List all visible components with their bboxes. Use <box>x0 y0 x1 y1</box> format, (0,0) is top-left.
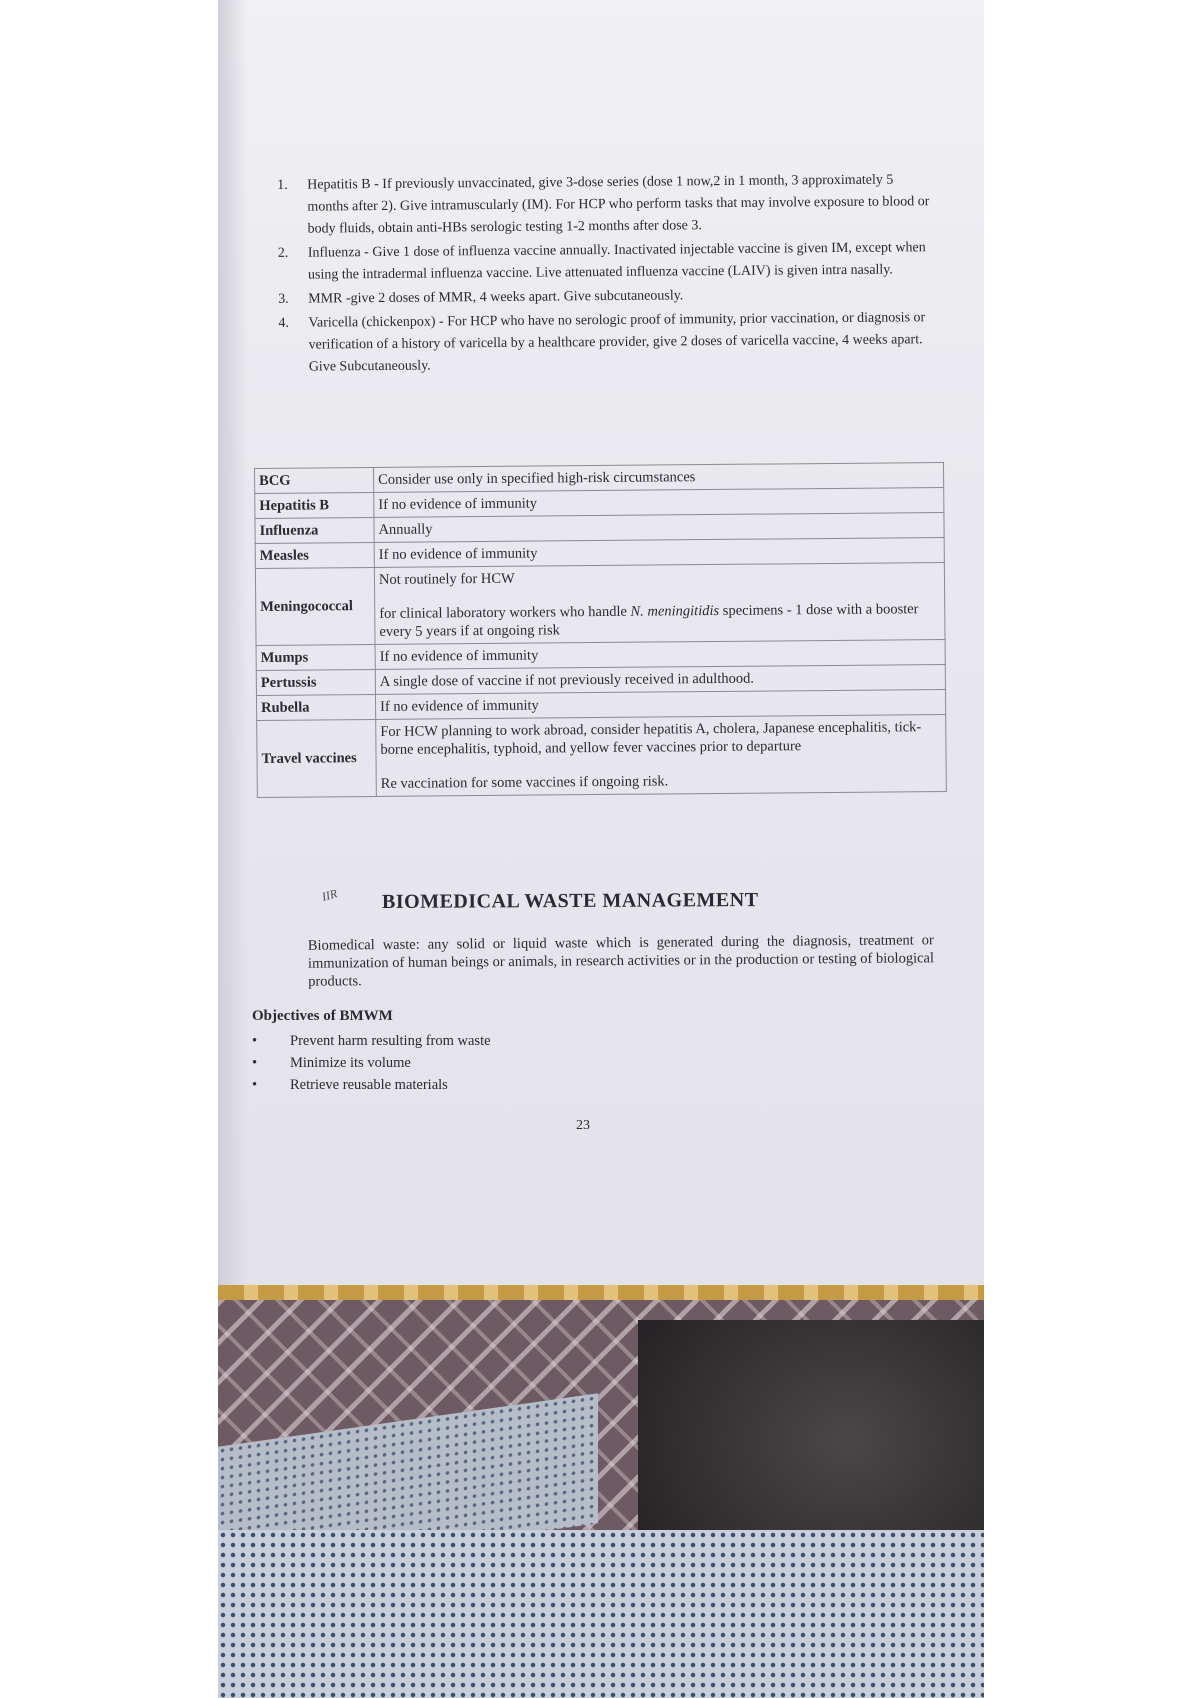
section-title: BIOMEDICAL WASTE MANAGEMENT <box>381 889 759 913</box>
recommendation-line: Not routinely for HCW <box>378 570 515 588</box>
list-item <box>278 283 938 311</box>
vaccine-recommendation <box>374 562 945 644</box>
bullet-icon: • <box>252 1033 258 1049</box>
vaccine-name: Hepatitis B <box>255 492 374 518</box>
recommendation-line: Re vaccination for some vaccines if ongoing risk. <box>380 773 669 792</box>
vaccine-name: BCG <box>255 467 374 493</box>
list-text: Influenza - Give 1 dose of influenza vaccine annually. Inactivated injectable vaccine is given IM, except when using the intradermal influenza vaccine. Live attenuated influenza vaccine (LAIV) is given intra nasally. <box>307 240 926 283</box>
organism-name: N. meningitidis <box>630 602 720 620</box>
recommendation-line: For HCW planning to work abroad, consider hepatitis A, cholera, Japanese encephalitis, tick-borne encephalitis, typhoid, and yellow fever vaccines prior to departure <box>380 719 922 758</box>
list-item <box>278 307 939 379</box>
vaccine-name: Measles <box>255 542 374 568</box>
list-text: Prevent harm resulting from waste <box>290 1033 491 1049</box>
checked-fabric <box>218 1530 984 1698</box>
vaccine-recommendation: If no evidence of immunity <box>375 639 945 669</box>
table-row <box>257 714 947 797</box>
vaccine-name: Meningococcal <box>255 567 375 645</box>
list-text: MMR -give 2 doses of MMR, 4 weeks apart. Give subcutaneously. <box>308 288 684 307</box>
list-text: Retrieve reusable materials <box>290 1077 448 1093</box>
list-number: 1. <box>277 177 288 193</box>
list-item <box>252 1052 491 1074</box>
section-paragraph: Biomedical waste: any solid or liquid waste which is generated during the diagnosis, treatment or immunization of human beings or animals, in research activities or in the production or testing of biological products. <box>307 932 935 990</box>
handwritten-margin-mark: IIR <box>320 886 339 904</box>
recommendation-text: for clinical laboratory workers who handle <box>379 603 631 622</box>
vaccine-name: Rubella <box>256 694 375 720</box>
list-item <box>252 1030 491 1052</box>
list-text: Varicella (chickenpox) - For HCP who have no serologic proof of immunity, prior vaccination, or diagnosis or verification of a history of varicella by a healthcare provider, give 2 doses of varicella vaccine, 4 weeks apart. Give Subcutaneously. <box>308 310 926 375</box>
list-text: Hepatitis B - If previously unvaccinated, give 3-dose series (dose 1 now,2 in 1 month, 3 approximately 5 months after 2). Give intramuscularly (IM). For HCP who perform tasks that may involve exposure to blood or body fluids, obtain anti-HBs serologic testing 1-2 months after dose 3. <box>307 172 930 237</box>
table-row <box>255 562 945 645</box>
list-number: 3. <box>278 291 289 307</box>
vaccine-name: Influenza <box>255 517 374 543</box>
objectives-list <box>252 1030 491 1096</box>
list-item <box>278 237 938 287</box>
vaccine-recommendation: If no evidence of immunity <box>375 689 945 719</box>
photo-scene <box>218 0 984 1698</box>
vaccine-recommendation: If no evidence of immunity <box>374 487 944 517</box>
vaccine-name: Travel vaccines <box>257 719 377 797</box>
list-text: Minimize its volume <box>290 1055 411 1071</box>
list-item <box>252 1074 491 1096</box>
recommendation-line <box>379 600 940 641</box>
objectives-heading: Objectives of BMWM <box>252 1008 393 1024</box>
vaccine-name: Pertussis <box>256 669 375 695</box>
recommendation-text: specimens - 1 dose with a booster every 5 years if at ongoing risk <box>379 601 919 640</box>
bullet-icon: • <box>252 1055 258 1071</box>
page-content <box>218 0 984 1285</box>
vaccine-recommendation: Consider use only in specified high-risk circumstances <box>373 462 943 492</box>
vaccine-notes-list <box>277 169 939 381</box>
bullet-icon: • <box>252 1077 258 1093</box>
vaccine-recommendation: A single dose of vaccine if not previously received in adulthood. <box>375 664 945 694</box>
list-number: 4. <box>278 315 289 331</box>
vaccine-recommendation: If no evidence of immunity <box>374 537 944 567</box>
vaccine-table <box>254 462 947 798</box>
vaccine-name: Mumps <box>256 644 375 670</box>
vaccine-recommendation <box>376 714 947 796</box>
list-number: 2. <box>277 245 289 261</box>
page-number: 23 <box>576 1118 590 1133</box>
list-item <box>277 169 938 241</box>
vaccine-recommendation: Annually <box>374 512 944 542</box>
document-page <box>218 0 984 1285</box>
